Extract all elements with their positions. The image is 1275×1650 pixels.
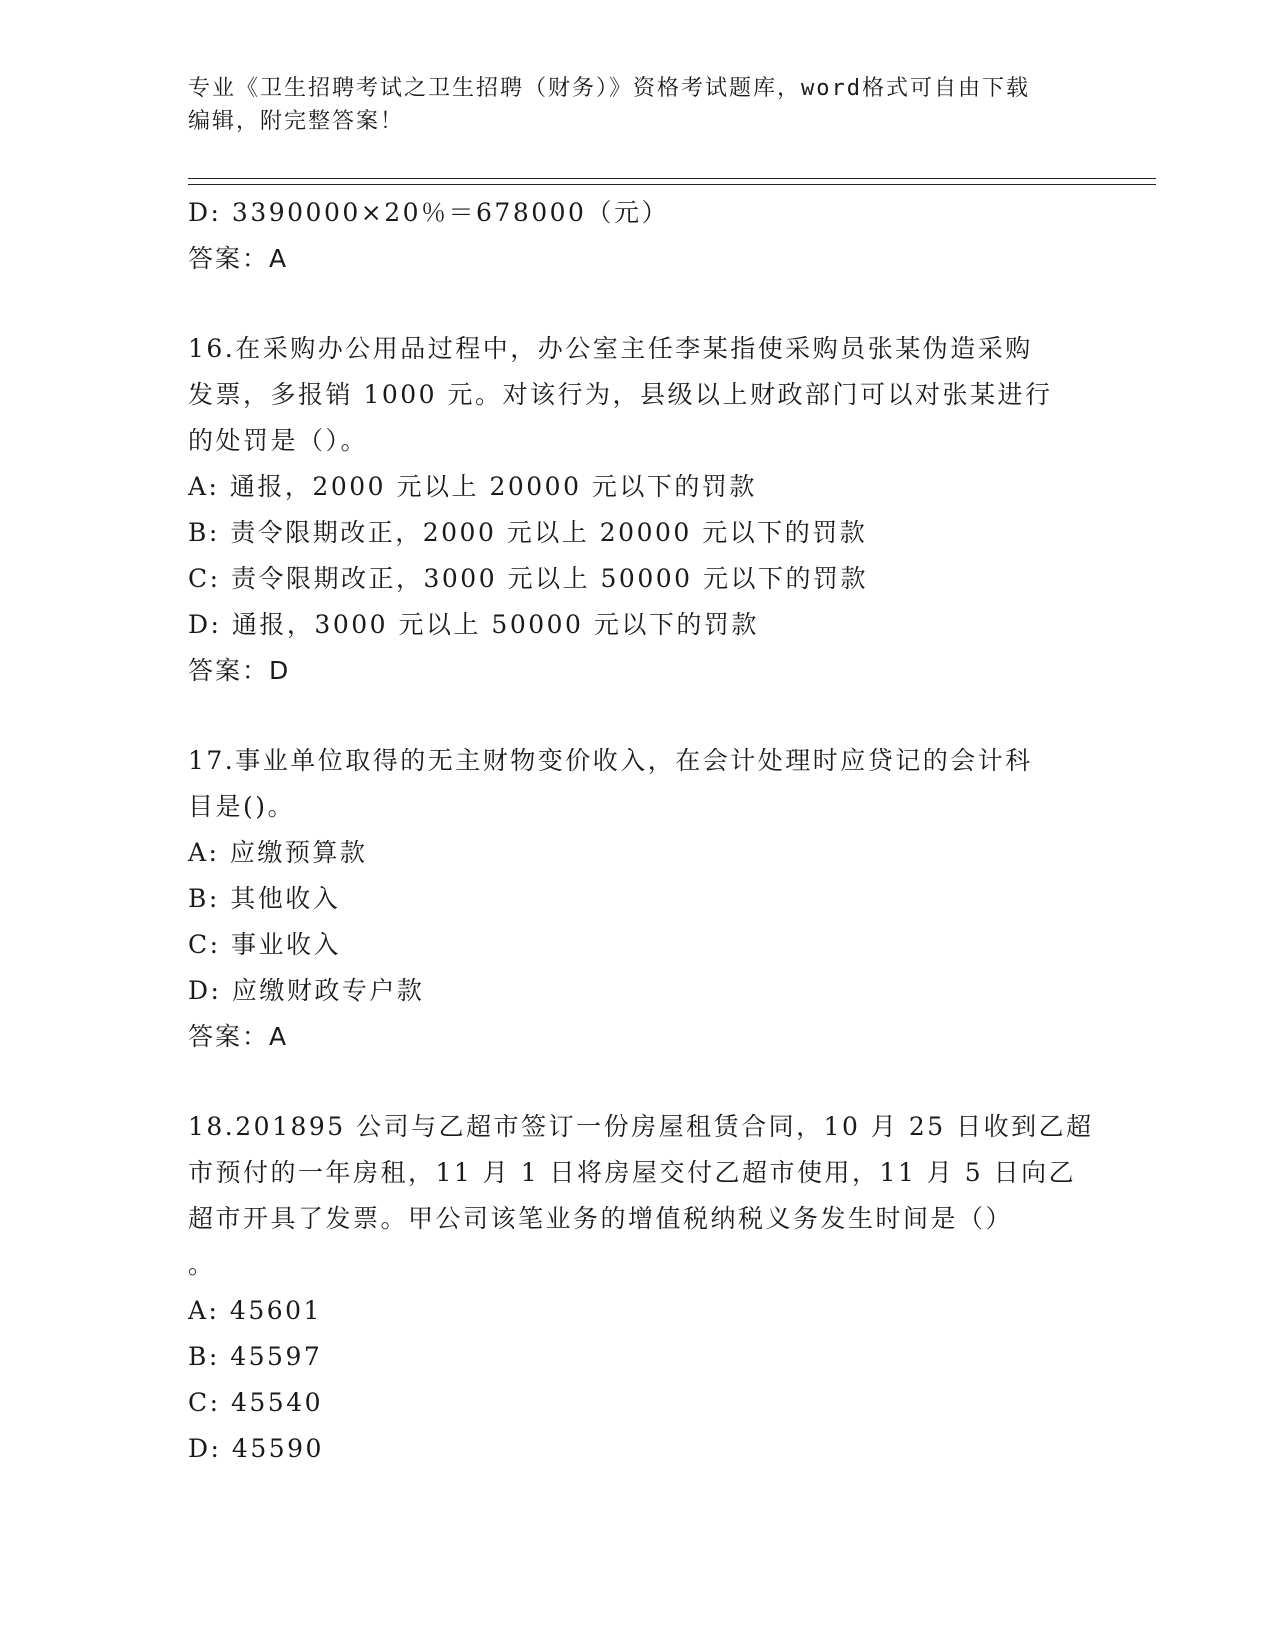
header-divider-top xyxy=(188,178,1156,179)
question-text-line: 16.在采购办公用品过程中，办公室主任李某指使采购员张某伪造采购 xyxy=(188,334,1033,363)
option-d: D: 应缴财政专户款 xyxy=(188,976,425,1005)
question-text-line: 17.事业单位取得的无主财物变价收入，在会计处理时应贷记的会计科 xyxy=(188,746,1033,775)
option-b: B: 责令限期改正，2000 元以上 20000 元以下的罚款 xyxy=(188,518,868,547)
option-c: C: 责令限期改正，3000 元以上 50000 元以下的罚款 xyxy=(188,564,868,593)
header-line-1: 专业《卫生招聘考试之卫生招聘（财务）》资格考试题库，word格式可自由下载 xyxy=(188,76,1030,101)
header-line-2: 编辑，附完整答案！ xyxy=(188,109,405,134)
previous-question-tail xyxy=(188,190,1088,282)
option-d: D: 通报，3000 元以上 50000 元以下的罚款 xyxy=(188,610,759,639)
answer-line: 答案：A xyxy=(188,1022,289,1051)
option-a: A: 通报，2000 元以上 20000 元以下的罚款 xyxy=(188,472,757,501)
question-text-line: 的处罚是（）。 xyxy=(188,426,369,455)
option-a: A: 45601 xyxy=(188,1296,322,1325)
option-a: A: 应缴预算款 xyxy=(188,838,368,867)
question-text-line: 。 xyxy=(188,1250,216,1279)
option-d: D: 45590 xyxy=(188,1434,324,1463)
question-18 xyxy=(188,1104,1094,1472)
option-c: C: 45540 xyxy=(188,1388,324,1417)
answer-line: 答案：D xyxy=(188,656,291,685)
question-17 xyxy=(188,738,1088,1060)
answer-line: 答案：A xyxy=(188,244,289,273)
option-c: C: 事业收入 xyxy=(188,930,341,959)
option-d: D: 3390000×20％＝678000（元） xyxy=(188,198,669,227)
question-text-line: 目是()。 xyxy=(188,792,296,821)
question-16 xyxy=(188,326,1088,694)
question-text-line: 市预付的一年房租，11 月 1 日将房屋交付乙超市使用，11 月 5 日向乙 xyxy=(188,1158,1077,1187)
question-text-line: 超市开具了发票。甲公司该笔业务的增值税纳税义务发生时间是（） xyxy=(188,1204,1014,1233)
header-divider-bottom xyxy=(188,184,1156,185)
option-b: B: 45597 xyxy=(188,1342,323,1371)
question-text-line: 18.201895 公司与乙超市签订一份房屋租赁合同，10 月 25 日收到乙超 xyxy=(188,1112,1094,1141)
option-b: B: 其他收入 xyxy=(188,884,341,913)
question-list xyxy=(188,190,1094,1472)
question-text-line: 发票，多报销 1000 元。对该行为，县级以上财政部门可以对张某进行 xyxy=(188,380,1053,409)
document-header xyxy=(188,72,1068,138)
